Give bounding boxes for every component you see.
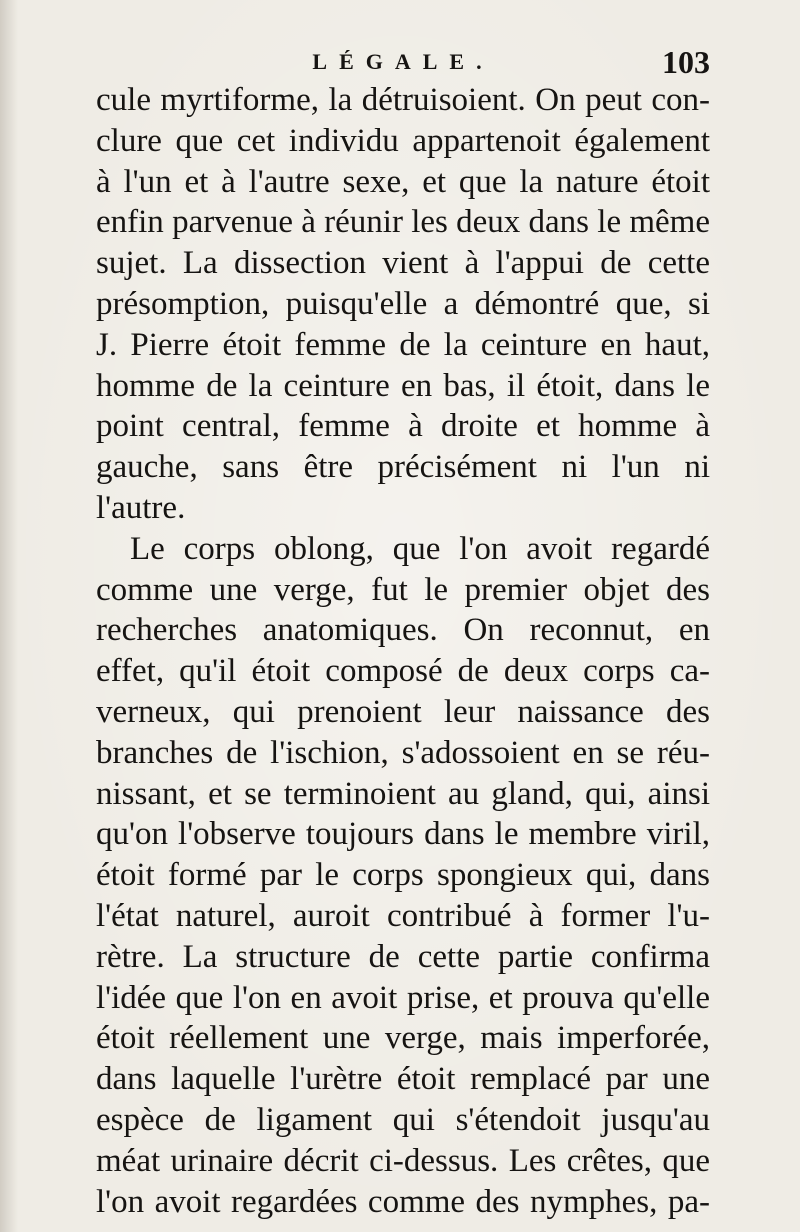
- text-line: qu'on l'observe toujours dans le membre viril,: [96, 816, 710, 853]
- text-line: verneux, qui prenoient leur naissance des: [96, 693, 710, 730]
- page-number: 103: [662, 44, 710, 80]
- text-line: enfin parvenue à réunir les deux dans le même: [96, 204, 710, 241]
- text-line: branches de l'ischion, s'adossoient en se réu-: [96, 734, 710, 771]
- text-line: nissant, et se terminoient au gland, qui, ainsi: [96, 775, 710, 812]
- text-line: J. Pierre étoit femme de la ceinture en haut,: [96, 326, 710, 363]
- text-line: à l'un et à l'autre sexe, et que la nature étoit: [96, 163, 710, 200]
- text-line: étoit réellement une verge, mais imperforée,: [96, 1020, 710, 1057]
- text-line: point central, femme à droite et homme à: [96, 408, 710, 445]
- text-line: gauche, sans être précisément ni l'un ni: [96, 449, 710, 486]
- text-line: dans laquelle l'urètre étoit remplacé par une: [96, 1061, 710, 1098]
- paragraph-start-line: Le corps oblong, que l'on avoit regardé: [130, 530, 710, 567]
- running-head: LÉGALE.: [312, 49, 494, 74]
- text-line: espèce de ligament qui s'étendoit jusqu'au: [96, 1101, 710, 1138]
- text-line: l'on avoit regardées comme des nymphes, pa-: [96, 1183, 710, 1220]
- text-line: présomption, puisqu'elle a démontré que, si: [96, 285, 710, 322]
- text-line: cule myrtiforme, la détruisoient. On peut con-: [96, 82, 710, 118]
- body-text: [96, 80, 710, 1222]
- text-line: rètre. La structure de cette partie confirma: [96, 938, 710, 975]
- text-line: recherches anatomiques. On reconnut, en: [96, 612, 710, 649]
- text-line: étoit formé par le corps spongieux qui, dans: [96, 857, 710, 894]
- text-line: clure que cet individu appartenoit également: [96, 122, 710, 159]
- page-header: [96, 42, 710, 82]
- text-line: comme une verge, fut le premier objet des: [96, 571, 710, 608]
- page-gutter-shadow: [0, 0, 18, 1232]
- text-line: méat urinaire décrit ci-dessus. Les crêtes, que: [96, 1142, 710, 1179]
- text-line: l'état naturel, auroit contribué à former l'u-: [96, 897, 710, 934]
- text-line: sujet. La dissection vient à l'appui de cette: [96, 245, 710, 282]
- text-line: homme de la ceinture en bas, il étoit, dans le: [96, 367, 710, 404]
- text-line: effet, qu'il étoit composé de deux corps ca-: [96, 653, 710, 690]
- text-line: l'autre.: [96, 489, 186, 526]
- text-line: l'idée que l'on en avoit prise, et prouva qu'elle: [96, 979, 710, 1016]
